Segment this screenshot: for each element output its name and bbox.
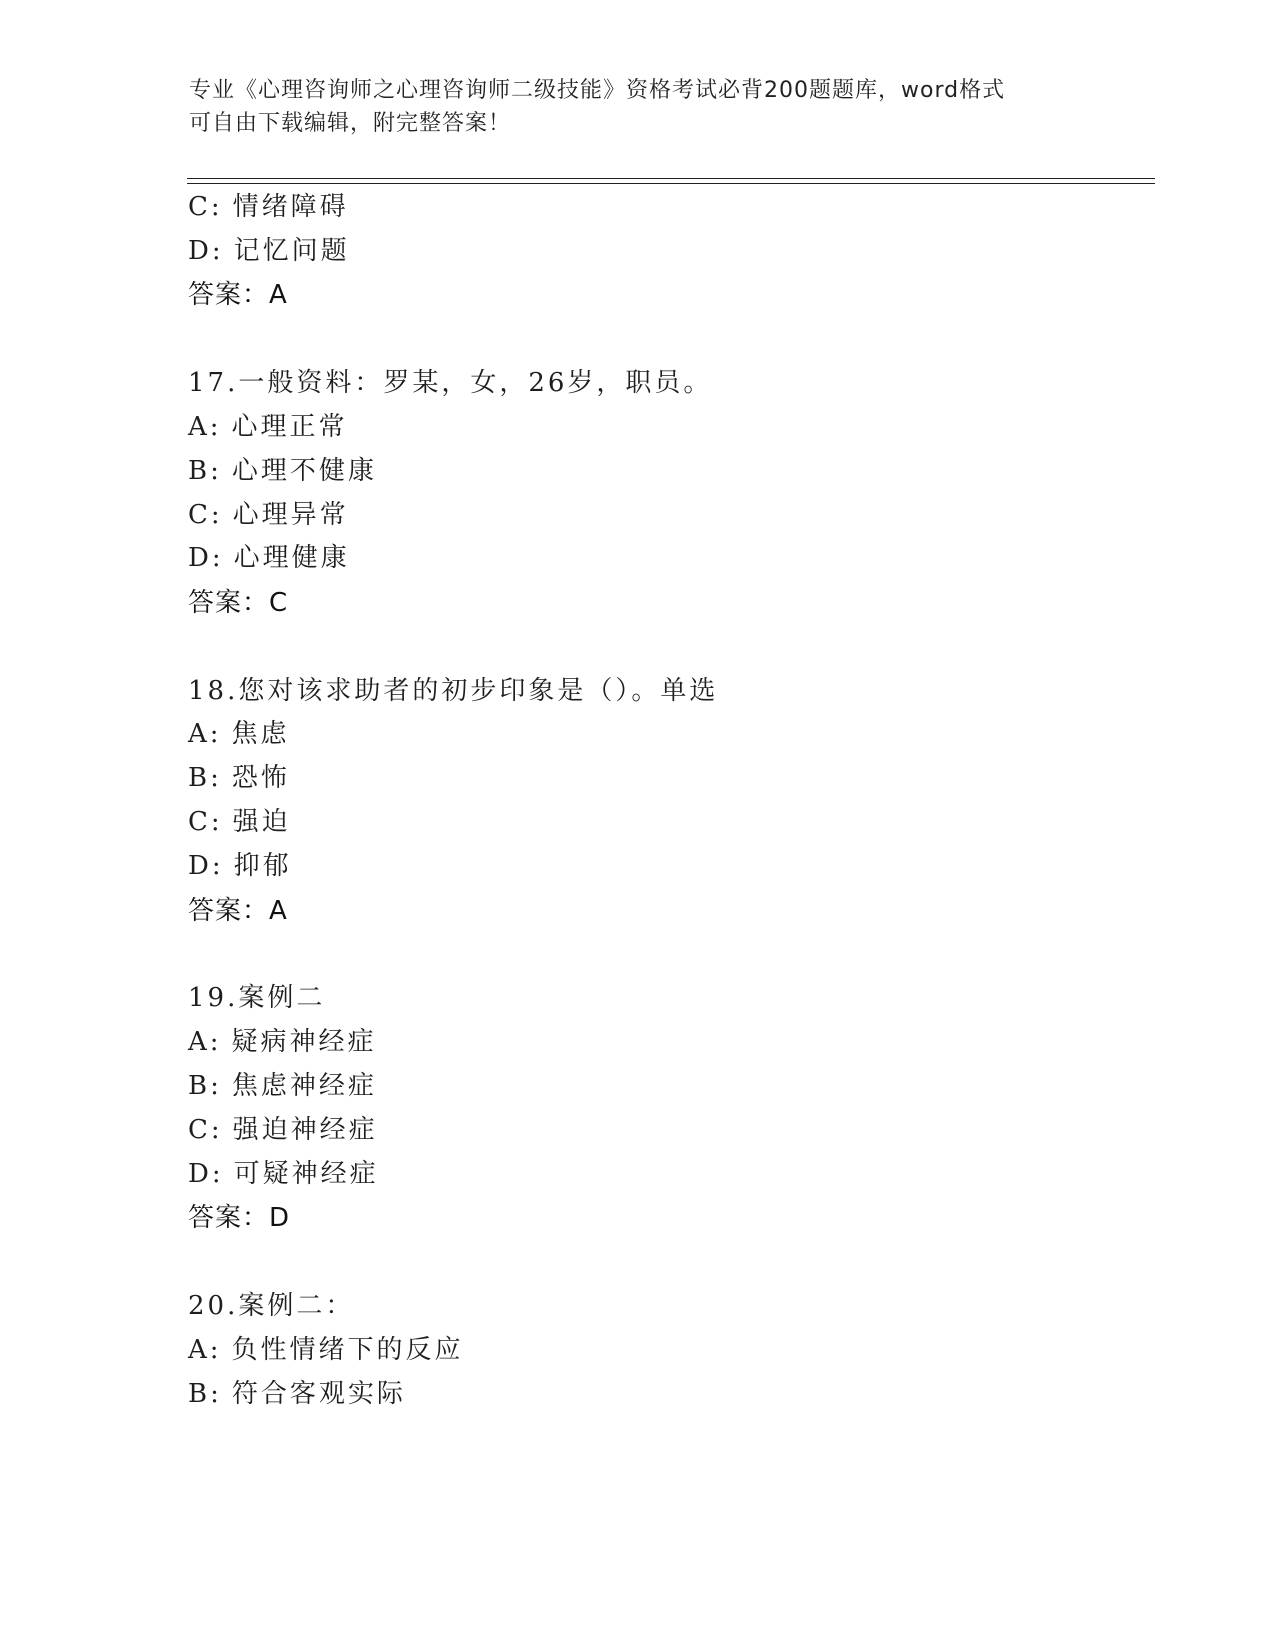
- question-stem: 18.您对该求助者的初步印象是（）。单选: [188, 676, 719, 706]
- header-divider-bottom: [187, 183, 1155, 184]
- answer-line: 答案：D: [188, 1203, 291, 1233]
- option-line: [188, 1159, 379, 1189]
- option-letter: D:: [188, 851, 224, 881]
- option-letter: A:: [188, 1335, 222, 1365]
- question-stem: 20.案例二：: [188, 1291, 355, 1321]
- option-letter: B:: [188, 763, 222, 793]
- option-line: [188, 763, 290, 793]
- answer-line: 答案：C: [188, 588, 289, 618]
- header-line-1: 专业《心理咨询师之心理咨询师二级技能》资格考试必背200题题库，word格式: [189, 78, 1006, 103]
- question-stem: 19.案例二: [188, 983, 326, 1013]
- option-letter: D:: [188, 543, 224, 573]
- option-line: [188, 1379, 406, 1409]
- option-line: [188, 719, 290, 749]
- option-letter: C:: [188, 807, 223, 837]
- question-stem: 17.一般资料：罗某，女，26岁，职员。: [188, 368, 713, 398]
- option-letter: A:: [188, 719, 222, 749]
- option-letter: B:: [188, 456, 222, 486]
- option-line: [188, 1335, 464, 1365]
- option-line: [188, 456, 377, 486]
- option-letter: C:: [188, 500, 223, 530]
- header-divider-top: [187, 178, 1155, 179]
- option-line: [188, 1115, 378, 1145]
- option-line: [188, 192, 349, 222]
- option-letter: A:: [188, 412, 222, 442]
- option-line: [188, 412, 348, 442]
- option-text: 心理不健康: [231, 456, 377, 486]
- option-text: 焦虑神经症: [231, 1071, 377, 1101]
- option-text: 符合客观实际: [231, 1379, 406, 1409]
- option-line: [188, 236, 350, 266]
- option-text: 心理正常: [231, 412, 348, 442]
- option-line: [188, 1027, 377, 1057]
- answer-line: 答案：A: [188, 280, 288, 310]
- option-text: 心理异常: [232, 500, 349, 530]
- option-text: 心理健康: [233, 543, 350, 573]
- option-text: 焦虑: [231, 719, 290, 749]
- document-header: [189, 74, 1069, 140]
- option-line: [188, 851, 292, 881]
- option-letter: C:: [188, 1115, 223, 1145]
- header-line-2: 可自由下载编辑，附完整答案！: [189, 111, 512, 136]
- option-text: 恐怖: [231, 763, 290, 793]
- option-text: 强迫神经症: [232, 1115, 378, 1145]
- option-letter: D:: [188, 236, 224, 266]
- option-text: 抑郁: [233, 851, 292, 881]
- answer-line: 答案：A: [188, 896, 288, 926]
- option-letter: D:: [188, 1159, 224, 1189]
- option-letter: A:: [188, 1027, 222, 1057]
- option-text: 记忆问题: [233, 236, 350, 266]
- option-line: [188, 543, 350, 573]
- option-letter: C:: [188, 192, 223, 222]
- option-text: 强迫: [232, 807, 291, 837]
- option-letter: B:: [188, 1379, 222, 1409]
- option-line: [188, 1071, 377, 1101]
- option-text: 情绪障碍: [232, 192, 349, 222]
- option-letter: B:: [188, 1071, 222, 1101]
- option-line: [188, 500, 349, 530]
- option-text: 疑病神经症: [231, 1027, 377, 1057]
- option-line: [188, 807, 291, 837]
- option-text: 负性情绪下的反应: [231, 1335, 464, 1365]
- option-text: 可疑神经症: [233, 1159, 379, 1189]
